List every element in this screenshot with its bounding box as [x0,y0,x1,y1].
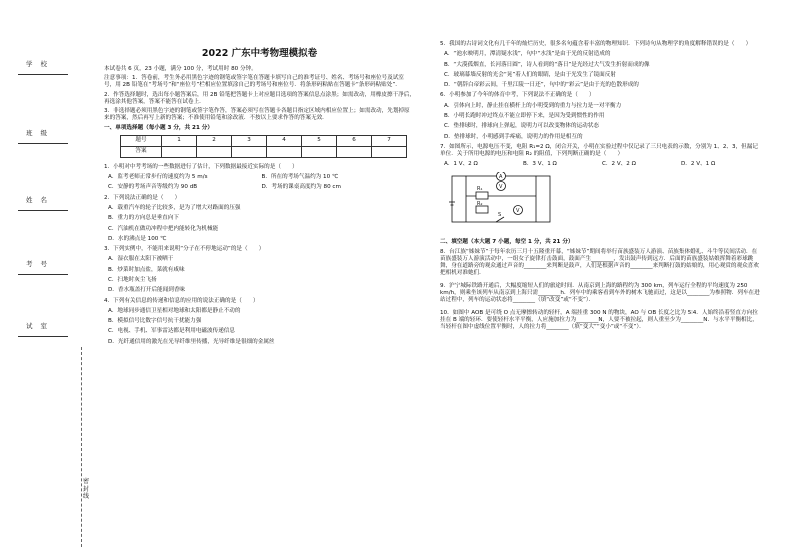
q4-stem: 4．下列有关信息的传递和信息的应用的说法正确的是（ ） [104,297,259,304]
seal-line [81,347,82,547]
q7-option-a: A．1 V、2 Ω [444,161,478,168]
circuit-label-r1: R₁ [477,186,483,193]
q3-option-d: D．香水瓶盖打开后能闻到香味 [108,287,186,294]
q3-option-a: A．湿衣服在太阳下被晒干 [108,256,174,263]
exam-note-1: 注意事项：1．答卷前，考生务必用黑色字迹的钢笔或签字笔在答题卡填写自己的准考证号、姓名、考场号和座位号及试室号，用 2B 铅笔在“考场号”和“座位号”栏相应位置填涂自己的考场号和座位号．将条形码粘贴在答题卡“条形码粘贴处”． [104,75,405,89]
q1-options-row-1 [108,174,415,181]
q5-option-d: D．“朝辞白帝彩云间，千里江陵一日还”，句中的“彩云”是由于光的色散形成的 [444,82,639,89]
section-1-heading: 一、单项选择题（每小题 3 分，共 21 分） [104,124,213,131]
circuit-label-r2: R₂ [477,201,483,208]
circuit-label-v1: V [499,184,503,191]
margin-room-label: 试室 [26,322,55,330]
margin-room-line [18,336,68,337]
score-table-number: 7 [372,135,407,146]
q4-option-b: B．模拟信号比数字信号抗干扰能力强 [108,318,202,325]
right-column [440,41,760,334]
score-table-number: 3 [232,135,267,146]
left-column [104,44,415,349]
q1-option-d: D．考场的课桌高度约为 80 cm [261,184,341,191]
section-2-heading: 二、填空题（本大题 7 小题，每空 1 分，共 21 分） [440,239,574,246]
q1-option-a: A．监考老师正常步行的速度约为 5 m/s [108,174,208,181]
q5-option-a: A．“池水映明月，潭清疑水浅”，句中“水浅”是由于光的反射造成的 [444,51,611,58]
margin-school-line [18,74,68,75]
exam-note-3: 3．非选择题必须用黑色字迹的钢笔或签字笔作答，答案必须写在答题卡各题目指定区域内相应位置上；如需改动，先划掉原来的答案，然后再写上新的答案；不准使用铅笔和涂改液．不按以上要求作答的答案无效． [104,107,410,121]
score-table-number: 5 [302,135,337,146]
margin-name-line [18,210,68,211]
circuit-label-s: S [498,212,502,219]
answer-cell[interactable] [337,146,372,157]
score-table-answer-label: 答案 [121,146,162,157]
q7-option-d: D．2 V、1 Ω [681,161,716,168]
answer-cell[interactable] [302,146,337,157]
q5-stem: 5．我国的古诗词文化有几千年的灿烂历史，很多名句蕴含着丰富的物理知识．下列诗句从物理学的角度解释错误的是（ ） [440,41,752,47]
circuit-resistor-r1 [476,192,488,199]
answer-cell[interactable] [372,146,407,157]
exam-title: 2022 广东中考物理模拟卷 [201,48,318,59]
q2-stem: 2．下列说法正确的是（ ） [104,194,181,201]
score-table-header: 题号 [121,135,162,146]
q8-text: 8．台江族“姊妹节”于每年农历三月十五隆重开幕，“姊妹节”期间将举行苗族盛装万人游演、苗族集体婚礼、斗牛等民间活动．在苗族盛装万人游演活动中，一组女子旋律打击鼓面，鼓面产生________，发出鼓声传到远方．后面的苗族盛装姑娘挥舞着彩球跳舞，身在道路旁的观众通过声音的________来判断是鼓声，人们是根据声音的________来判断打鼓的姑娘的，用心观赏的观众喜欢把相机对准她们． [440,249,759,276]
score-table-number: 1 [162,135,197,146]
seal-text: 密封线 [82,478,89,500]
q1-option-c: C．安静的考场声音等级约为 90 dB [108,184,198,191]
answer-cell[interactable] [232,146,267,157]
exam-meta: 本试卷共 6 页，23 小题，满分 100 分，考试用时 80 分钟。 [104,65,257,72]
q6-option-c: C．垫排球时，排球向上弹起，说明力可以改变物体的运动状态 [444,123,599,130]
q6-option-b: B．小明长跑时冲过终点不能立即停下来，是因为受到惯性的作用 [444,112,605,119]
margin-school-label: 学校 [26,60,55,68]
exam-note-2: 2．作答选择题时，选出每小题答案后，用 2B 铅笔把答题卡上对应题目选项的答案信息点涂黑；如需改动，用橡皮擦干净后，再选涂其他答案，答案不能答在试卷上． [104,91,415,105]
margin-class-line [18,143,68,144]
q6-stem: 6．小明参加了今年的体育中考，下列说法不正确的是（ ） [440,92,595,99]
q7-options-row [444,161,760,168]
q10-text: 10．如图中 AOB 是可绕 O 点无摩擦转动的轻杆，A 端挂重 300 N 的物块，AO 与 OB 长度之比为 5∶4．人始终沿着竖直方向拉挂在 B 端的轻环．要使轻杆水平平衡，人应施加拉力为________N，人要不被拉起，则人重至少为________N．与水平平衡相比，当轻杆在图中虚线位置平衡时，人的拉力将________（填“变大”“变小”或“不变”）． [440,309,758,330]
q2-option-a: A．载重汽车的轮子比较多，是为了增大对路面的压强 [108,205,241,212]
q3-option-c: C．扫地时灰尘飞扬 [108,277,157,284]
q7-option-b: B．3 V、1 Ω [523,161,557,168]
circuit-label-v2: V [516,208,520,215]
q7-circuit-diagram [446,172,760,231]
circuit-label-a: A [499,174,503,181]
q7-stem: 7．如图所示，电源电压不变，电阻 R₁=2 Ω，闭合开关，小明在实验过程中仅记录了三只电表的示数，分别为 1、2、3，但漏记单位．关于所用电源的电压和电阻 R₂ 的阻值，下列判断正确的是（ ） [440,143,758,157]
q1-options-row-2 [108,184,415,191]
q6-option-a: A．引体向上时，静止挂在横杆上的小明受到的重力与拉力是一对平衡力 [444,102,622,109]
q2-option-c: C．汽油机在做功冲程中把内能转化为机械能 [108,225,219,232]
q5-option-c: C．玻璃幕墙反射的光会“晃”着人们的眼睛，是由于光发生了镜面反射 [444,71,616,78]
q2-option-d: D．水的沸点是 100 ℃ [108,235,167,242]
q1-stem: 1．小明对中考考场的一些数据进行了估计，下列数据最接近实际的是（ ） [104,163,298,170]
margin-examno-label: 考号 [26,260,55,268]
q4-option-d: D．光纤通信用的激光在光导纤维里传播，光导纤维是很细的金属丝 [108,338,275,345]
answer-cell[interactable] [197,146,232,157]
margin-class-label: 班级 [26,129,55,137]
score-table-number: 4 [267,135,302,146]
q9-text: 9．沪宁城际铁路开通后，大幅度缩短人们的旅途时间．从南京到上海的路程约为 300 km，列车运行全程的平均速度为 250 km/h，则乘坐该列车从南京到上海只需________h．列车中的乘客看到车外的树木飞驰而过，这是以________为参照物．列车在进站过程中，列车的运动状态将________（填“改变”或“不变”）． [440,282,760,303]
q6-option-d: D．垫排球时，小明感到手疼痛，说明力的作用是相互的 [444,133,583,140]
q4-option-a: A．地球同步通信卫星相对地球和太阳都是静止不动的 [108,307,241,314]
circuit-resistor-r2 [476,206,488,213]
score-table [120,135,407,158]
q3-stem: 3．下列实例中，不能用来说明“分子在不停地运动”的是（ ） [104,246,265,253]
q4-option-c: C．电视、手机、军事雷达都是利用电磁波传递信息 [108,328,235,335]
score-table-number: 6 [337,135,372,146]
q2-option-b: B．重力的方向总是垂直向下 [108,215,179,222]
answer-cell[interactable] [162,146,197,157]
q3-option-b: B．炒菜时加点盐，菜就有咸味 [108,266,185,273]
margin-name-label: 姓名 [26,196,55,204]
answer-cell[interactable] [267,146,302,157]
q5-option-b: B．“大漠孤烟直，长河落日圆”，诗人看到的“落日”是光经过大气发生折射而成的像 [444,61,650,68]
q1-option-b: B．所在的考场气温约为 10 ℃ [261,174,339,181]
score-table-number: 2 [197,135,232,146]
margin-examno-line [18,274,68,275]
q7-option-c: C．2 V、2 Ω [602,161,636,168]
